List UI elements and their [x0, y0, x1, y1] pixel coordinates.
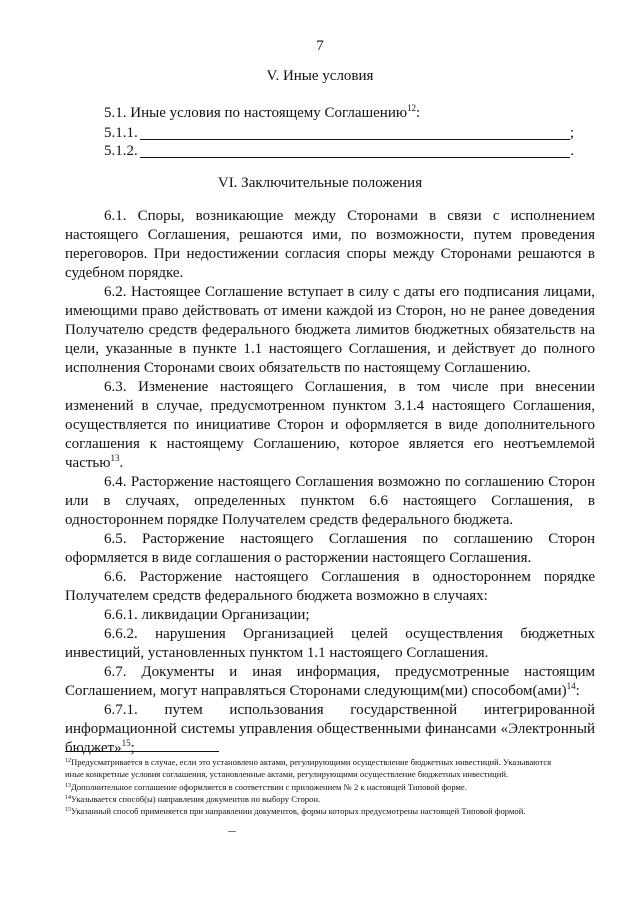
clause-6-3-line: изменений в случае, предусмотренном пунктом 3.1.4 настоящего Соглашения,	[65, 398, 595, 414]
footnote-12	[65, 757, 595, 768]
footnote-num: 15	[65, 807, 71, 813]
clause-6-1-line: переговоров. При недостижении согласия споры между Сторонами решаются в	[65, 246, 595, 262]
clause-6-5-line: оформляется в виде соглашения о расторжении настоящего Соглашения.	[65, 550, 532, 566]
footnote-ref-12: 12	[407, 103, 417, 113]
footnote-ref-13: 13	[110, 453, 120, 463]
clause-6-7-end: :	[575, 683, 580, 699]
clause-6-7-1-end: ;	[130, 740, 135, 756]
clause-6-7-1-line	[65, 739, 135, 758]
clause-6-7-line	[65, 682, 580, 701]
footnote-ref-15: 15	[121, 738, 131, 748]
clause-5-1-2-end: .	[570, 143, 574, 159]
clause-6-6-line: Получателем средств федерального бюджета возможно в случаях:	[65, 588, 488, 604]
clause-6-7-1-line: информационной системы управления общественными финансами «Электронный	[65, 721, 595, 737]
footnote-text: Указанный способ применяется при направлении документов, формы которых предусмотрены настоящей Типовой формой.	[71, 806, 526, 816]
clause-6-1-line: 6.1. Споры, возникающие между Сторонами в связи с исполнением	[104, 208, 595, 224]
clause-6-7-1-last: бюджет»	[65, 740, 122, 756]
fill-in-line	[140, 139, 570, 140]
clause-5-1	[104, 104, 420, 123]
clause-5-1-1-label: 5.1.1.	[104, 125, 138, 141]
clause-6-3-line: соглашения к настоящему Соглашению, которое является его неотъемлемой	[65, 436, 595, 452]
footnote-separator	[65, 751, 219, 752]
footnote-text: Дополнительное соглашение оформляется в соответствии с приложением № 2 к настоящей Типовой форме.	[71, 782, 467, 792]
clause-6-6-line: 6.6. Расторжение настоящего Соглашения в одностороннем порядке	[104, 569, 595, 585]
footnote-num: 12	[65, 758, 71, 764]
clause-6-4-line: 6.4. Расторжение настоящего Соглашения возможно по соглашению Сторон	[104, 474, 595, 490]
clause-6-2-line: имеющими право действовать от имени каждой из Сторон, но не ранее доведения	[65, 303, 595, 319]
clause-5-1-end: :	[416, 105, 421, 121]
clause-6-5-line: 6.5. Расторжение настоящего Соглашения по соглашению Сторон	[104, 531, 595, 547]
clause-6-7-1-line: 6.7.1. путем использования государственной интегрированной	[104, 702, 595, 718]
scan-mark	[228, 831, 236, 832]
footnote-ref-14: 14	[566, 681, 576, 691]
fill-in-line	[140, 157, 570, 158]
clause-6-3-line: 6.3. Изменение настоящего Соглашения, в том числе при внесении	[104, 379, 595, 395]
section-5-title: V. Иные условия	[266, 68, 374, 84]
footnote-num: 13	[65, 783, 71, 789]
footnote-text: иные конкретные условия соглашения, установленные актами, регулирующими осуществление бюджетных инвестиций.	[65, 769, 509, 779]
clause-6-1-line: настоящего Соглашения, решаются ими, по возможности, путем проведения	[65, 227, 595, 243]
clause-6-7-last: Соглашением, могут направляться Сторонами следующим(ми) способом(ами)	[65, 683, 567, 699]
footnote-13	[65, 782, 595, 793]
clause-5-1-1-end: ;	[569, 125, 574, 141]
clause-6-4-line: или в случаях, определенных пунктом 6.6 настоящего Соглашения, в	[65, 493, 595, 509]
footnote-num: 14	[65, 795, 71, 801]
clause-5-1-text: 5.1. Иные условия по настоящему Соглашению	[104, 105, 408, 121]
footnote-15	[65, 806, 595, 817]
clause-6-2-line: цели, указанные в пункте 1.1 настоящего Соглашения, и действует до полного	[65, 341, 595, 357]
section-6-title: VI. Заключительные положения	[217, 175, 423, 191]
footnote-text: Указывается способ(ы) направления документов по выбору Сторон.	[71, 794, 321, 804]
clause-6-4-line: одностороннем порядке Получателем средств федерального бюджета.	[65, 512, 514, 528]
footnote-14	[65, 794, 595, 805]
clause-5-1-2-label: 5.1.2.	[104, 143, 138, 159]
clause-6-3-end: .	[119, 455, 124, 471]
clause-6-2-line: 6.2. Настоящее Соглашение вступает в силу с даты его подписания лицами,	[104, 284, 595, 300]
clause-6-2-line: исполнения Сторонами своих обязательств по настоящему Соглашению.	[65, 360, 531, 376]
clause-6-3-line: осуществляется по инициативе Сторон и оформляется в виде дополнительного	[65, 417, 595, 433]
clause-6-1-line: судебном порядке.	[65, 265, 184, 281]
clause-6-3-line	[65, 454, 123, 473]
clause-6-2-line: Получателю средств федерального бюджета лимитов бюджетных обязательств на	[65, 322, 595, 338]
clause-6-6-2-line: 6.6.2. нарушения Организацией целей осуществления бюджетных	[104, 626, 595, 642]
footnote-12-cont	[65, 769, 595, 780]
clause-6-6-1: 6.6.1. ликвидации Организации;	[104, 607, 310, 623]
page-number: 7	[316, 38, 324, 54]
clause-6-7-line: 6.7. Документы и иная информация, предусмотренные настоящим	[104, 664, 595, 680]
footnote-text: Предусматривается в случае, если это установлено актами, регулирующими осуществление бюджетных инвестиций. Указываются	[71, 757, 552, 767]
clause-6-6-2-line: инвестиций, установленных пунктом 1.1 настоящего Соглашения.	[65, 645, 489, 661]
clause-6-3-last: частью	[65, 455, 111, 471]
